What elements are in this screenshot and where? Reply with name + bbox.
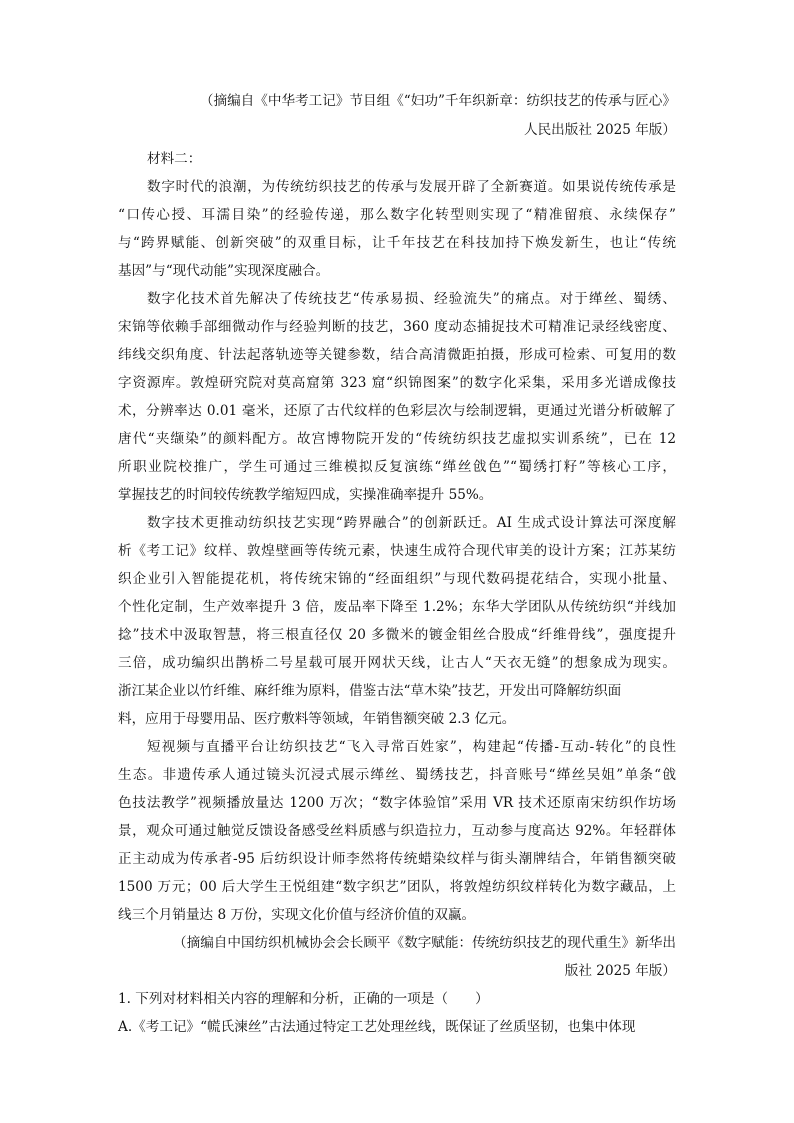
source1-line2: 人民出版社 2025 年版） [524, 122, 676, 138]
source2-line2: 版社 2025 年版） [564, 963, 676, 979]
p2-line8: 掌握技艺的时间较传统教学缩短四成，实操准确率提升 55%。 [118, 487, 493, 503]
p2-line2: 宋锦等依赖手部细微动作与经验判断的技艺，360 度动态捕捉技术可精准记录经线密度、 [118, 319, 676, 335]
p4-line6: 1500 万元；00 后大学生王悦组建“数字织艺”团队，将敦煌纺织纹样转化为数字藏品，上 [118, 879, 676, 895]
p1-line2: “口传心授、耳濡目染”的经验传递，那么数字化转型则实现了“精准留痕、永续保存” [118, 207, 676, 223]
p2-line5: 术，分辨率达 0.01 毫米，还原了古代纹样的色彩层次与绘制逻辑，更通过光谱分析破解了 [118, 403, 676, 419]
p3-line4: 个性化定制，生产效率提升 3 倍，废品率下降至 1.2%；东华大学团队从传统纺织“并线加 [118, 599, 676, 615]
p3-line8: 料，应用于母婴用品、医疗敷料等领域，年销售额突破 2.3 亿元。 [118, 711, 516, 727]
p1-line4: 基因”与“现代动能”实现深度融合。 [118, 263, 330, 279]
p4-line2: 生态。非遗传承人通过镜头沉浸式展示缂丝、蜀绣技艺，抖音账号“缂丝吴姐”单条“戗 [118, 767, 676, 783]
question1-stem: 1. 下列对材料相关内容的理解和分析，正确的一项是（ ） [118, 991, 489, 1007]
p2-line4: 字资源库。敦煌研究院对莫高窟第 323 窟“织锦图案”的数字化采集，采用多光谱成像技 [118, 375, 676, 391]
p4-line3: 色技法教学”视频播放量达 1200 万次；“数字体验馆”采用 VR 技术还原南宋纺织作坊场 [118, 795, 676, 811]
p4-line7: 线三个月销量达 8 万份，实现文化价值与经济价值的双赢。 [118, 907, 476, 923]
p3-line6: 三倍，成功编织出鹊桥二号星载可展开网状天线，让古人“天衣无缝”的想象成为现实。 [118, 655, 676, 671]
p4-line1: 短视频与直播平台让纺织技艺“飞入寻常百姓家”，构建起“传播-互动-转化”的良性 [147, 739, 676, 755]
p3-line1: 数字技术更推动纺织技艺实现“跨界融合”的创新跃迁。AI 生成式设计算法可深度解 [147, 515, 676, 531]
p3-line5: 捻”技术中汲取智慧，将三根直径仅 20 多微米的镀金钼丝合股成“纤维骨线”，强度提升 [118, 627, 676, 643]
material2-heading: 材料二： [147, 151, 202, 167]
p2-line3: 纬线交织角度、针法起落轨迹等关键参数，结合高清微距拍摄，形成可检索、可复用的数 [118, 347, 676, 363]
p1-line3: 与“跨界赋能、创新突破”的双重目标，让千年技艺在科技加持下焕发新生，也让“传统 [118, 235, 676, 251]
p3-line2: 析《考工记》纹样、敦煌壁画等传统元素，快速生成符合现代审美的设计方案；江苏某纺 [118, 543, 676, 559]
source2-line1: （摘编自中国纺织机械协会会长顾平《数字赋能：传统纺织技艺的现代重生》新华出 [173, 935, 676, 951]
question1-option-a: A.《考工记》“㡛氏湅丝”古法通过特定工艺处理丝线，既保证了丝质坚韧，也集中体现 [118, 1019, 636, 1035]
p4-line5: 正主动成为传承者-95 后纺织设计师李然将传统蜡染纹样与街头潮牌结合，年销售额突破 [118, 851, 676, 867]
p2-line7: 所职业院校推广，学生可通过三维模拟反复演练“缂丝戗色”“蜀绣打籽”等核心工序， [118, 459, 676, 475]
p2-line6: 唐代“夹缬染”的颜料配方。故宫博物院开发的“传统纺织技艺虚拟实训系统”，已在 12 [118, 431, 676, 447]
source1-line1: （摘编自《中华考工记》节目组《“妇功”千年织新章：纺织技艺的传承与匠心》 [199, 93, 676, 109]
p4-line4: 景，观众可通过触觉反馈设备感受丝料质感与织造拉力，互动参与度高达 92%。年轻群体 [118, 823, 676, 839]
p3-line3: 织企业引入智能提花机，将传统宋锦的“经面组织”与现代数码提花结合，实现小批量、 [118, 571, 676, 587]
p3-line7: 浙江某企业以竹纤维、麻纤维为原料，借鉴古法“草木染”技艺，开发出可降解纺织面 [118, 683, 622, 699]
p2-line1: 数字化技术首先解决了传统技艺“传承易损、经验流失”的痛点。对于缂丝、蜀绣、 [147, 291, 676, 307]
p1-line1: 数字时代的浪潮，为传统纺织技艺的传承与发展开辟了全新赛道。如果说传统传承是 [147, 179, 676, 195]
